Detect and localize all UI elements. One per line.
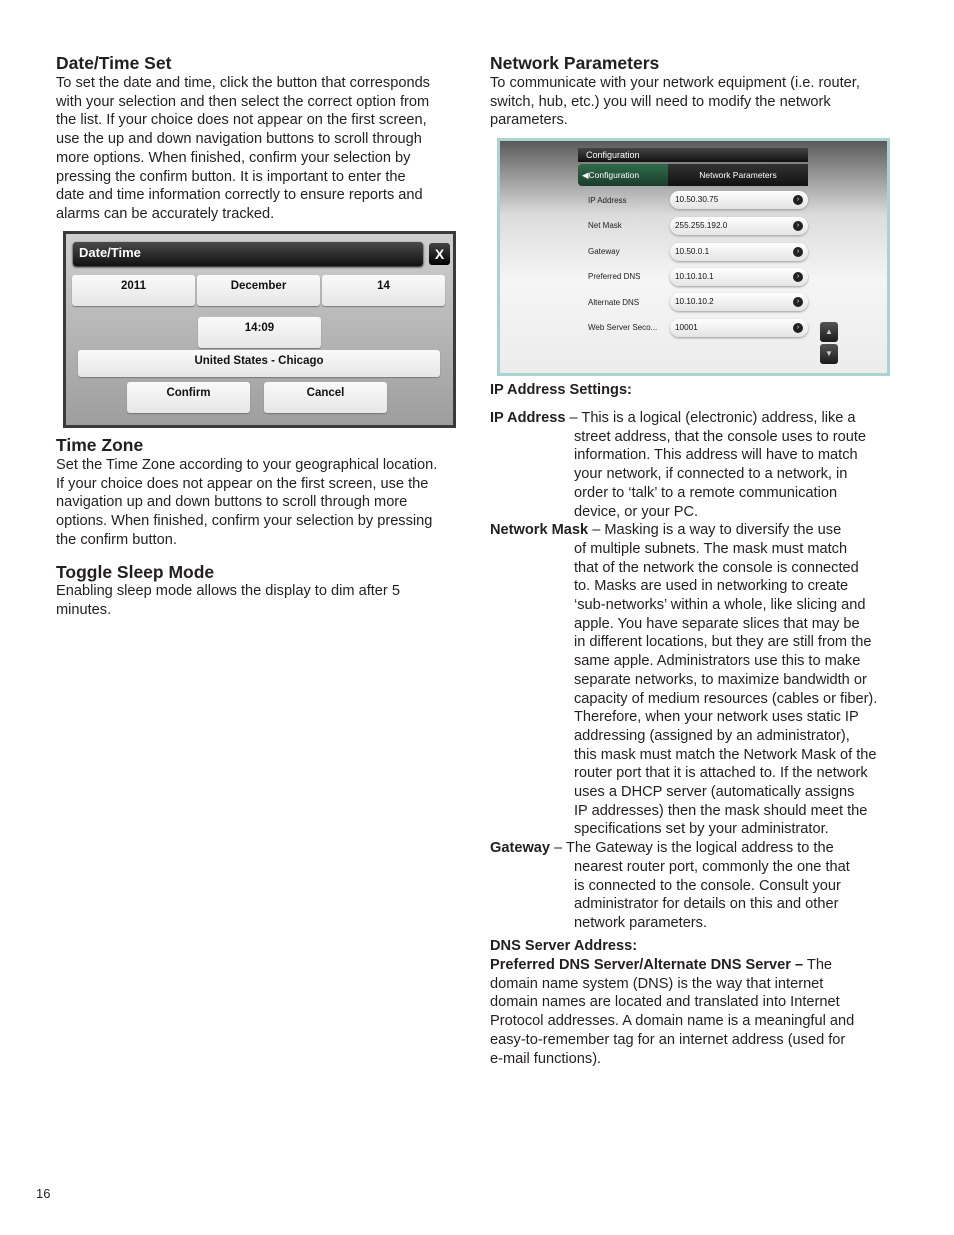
close-button[interactable]: X — [429, 243, 450, 265]
cancel-button[interactable]: Cancel — [264, 382, 387, 413]
day-button[interactable]: 14 — [322, 275, 445, 306]
back-arrow-icon: ◀ — [582, 170, 589, 180]
timezone-body: Set the Time Zone according to your geographical location. If your choice does not appear on the first screen, use the navigation up and down buttons to scroll through more options. When finished, confirm your selection by pressing the confirm button. — [56, 457, 438, 548]
arrow-icon: › — [793, 323, 803, 333]
ip-settings-definitions: IP Address – This is a logical (electronic) address, like a street address, that the console uses to route information. This address will have to match your network, if connected to a network, in order to ‘talk’ to a remote communication device, or your PC. Network Mask – Masking is a way to diversify the use of multiple subnets. The mask must match that of the network the console is connected to. Masks are used in networking to create ‘sub-networks’ within a whole, like slicing and apple. You have separate slices that may be in different locations, but they are still from the same apple. Administrators use this to make separate networks, to maximize bandwidth or capacity of medium resources (cables or fiber). Therefore, when your network uses static IP addressing (assigned by an administrator), this mask must match the Network Mask of the router port that it is attached to. If the network uses a DHCP server (automatically assigns IP addresses) then the mask should meet the specifications set by your administrator. Gateway – The Gateway is the logical address to the nearest router port, commonly the one that is connected to the console. Consult your administrator for details on this and other network parameters. — [490, 410, 878, 931]
up-arrow-icon: ▲ — [825, 327, 833, 336]
network-body: To communicate with your network equipment (i.e. router, switch, hub, etc.) you will need to modify the network parameters. — [490, 75, 860, 129]
dns-heading: DNS Server Address: — [490, 938, 638, 954]
datetime-heading: Date/Time Set — [56, 53, 172, 73]
sleep-heading: Toggle Sleep Mode — [56, 562, 215, 582]
preferred-dns-field[interactable]: 10.10.10.1 › — [670, 268, 808, 286]
ip-address-field[interactable]: 10.50.30.75 › — [670, 191, 808, 209]
gateway-term: Gateway — [490, 840, 551, 857]
field-label: Net Mask — [588, 221, 622, 230]
network-heading: Network Parameters — [490, 53, 660, 73]
dns-term: Preferred DNS Server/Alternate DNS Server – — [490, 957, 804, 973]
arrow-icon: › — [793, 297, 803, 307]
ip-settings-heading: IP Address Settings: — [490, 382, 632, 398]
time-button[interactable]: 14:09 — [198, 317, 321, 348]
arrow-icon: › — [793, 195, 803, 205]
datetime-screenshot — [63, 231, 456, 428]
datetime-body: To set the date and time, click the button that corresponds with your selection and then select the correct option from the list. If your choice does not appear on the first screen, use the up and down navigation buttons to scroll through more options. When finished, confirm your selection by pressing the confirm button. It is important to enter the date and time information correctly to ensure reports and alarms can be accurately tracked. — [56, 75, 430, 222]
sleep-body: Enabling sleep mode allows the display to dim after 5 minutes. — [56, 583, 400, 618]
back-tab[interactable]: ◀Configuration — [578, 164, 668, 186]
alternate-dns-field[interactable]: 10.10.10.2 › — [670, 293, 808, 311]
network-mask-term: Network Mask — [490, 522, 589, 539]
year-button[interactable]: 2011 — [72, 275, 195, 306]
ip-address-term: IP Address — [490, 410, 566, 426]
dns-body: Preferred DNS Server/Alternate DNS Server – The domain name system (DNS) is the way that internet domain names are located and translated into Internet Protocol addresses. A domain name is a meaningful and easy-to-remember tag for an internet address (used for e-mail functions). — [490, 957, 855, 1067]
scroll-down-button[interactable] — [820, 344, 838, 364]
datetime-dialog-title: Date/Time — [73, 242, 423, 266]
field-label: Gateway — [588, 247, 620, 256]
field-label: Alternate DNS — [588, 298, 640, 307]
timezone-heading: Time Zone — [56, 435, 144, 455]
field-label: Preferred DNS — [588, 272, 641, 281]
gateway-field[interactable]: 10.50.0.1 › — [670, 243, 808, 261]
down-arrow-icon: ▼ — [825, 349, 833, 358]
timezone-button[interactable]: United States - Chicago — [78, 350, 440, 377]
field-label: IP Address — [588, 196, 627, 205]
scroll-up-button[interactable] — [820, 322, 838, 342]
arrow-icon: › — [793, 221, 803, 231]
network-screenshot — [497, 138, 890, 376]
arrow-icon: › — [793, 272, 803, 282]
config-header: Configuration — [578, 148, 808, 162]
web-server-field[interactable]: 10001 › — [670, 319, 808, 337]
month-button[interactable]: December — [197, 275, 320, 306]
tab-network-parameters[interactable]: Network Parameters — [668, 164, 808, 186]
arrow-icon: › — [793, 247, 803, 257]
confirm-button[interactable]: Confirm — [127, 382, 250, 413]
field-label: Web Server Seco... — [588, 323, 658, 332]
page-number: 16 — [36, 1186, 51, 1201]
net-mask-field[interactable]: 255.255.192.0 › — [670, 217, 808, 235]
